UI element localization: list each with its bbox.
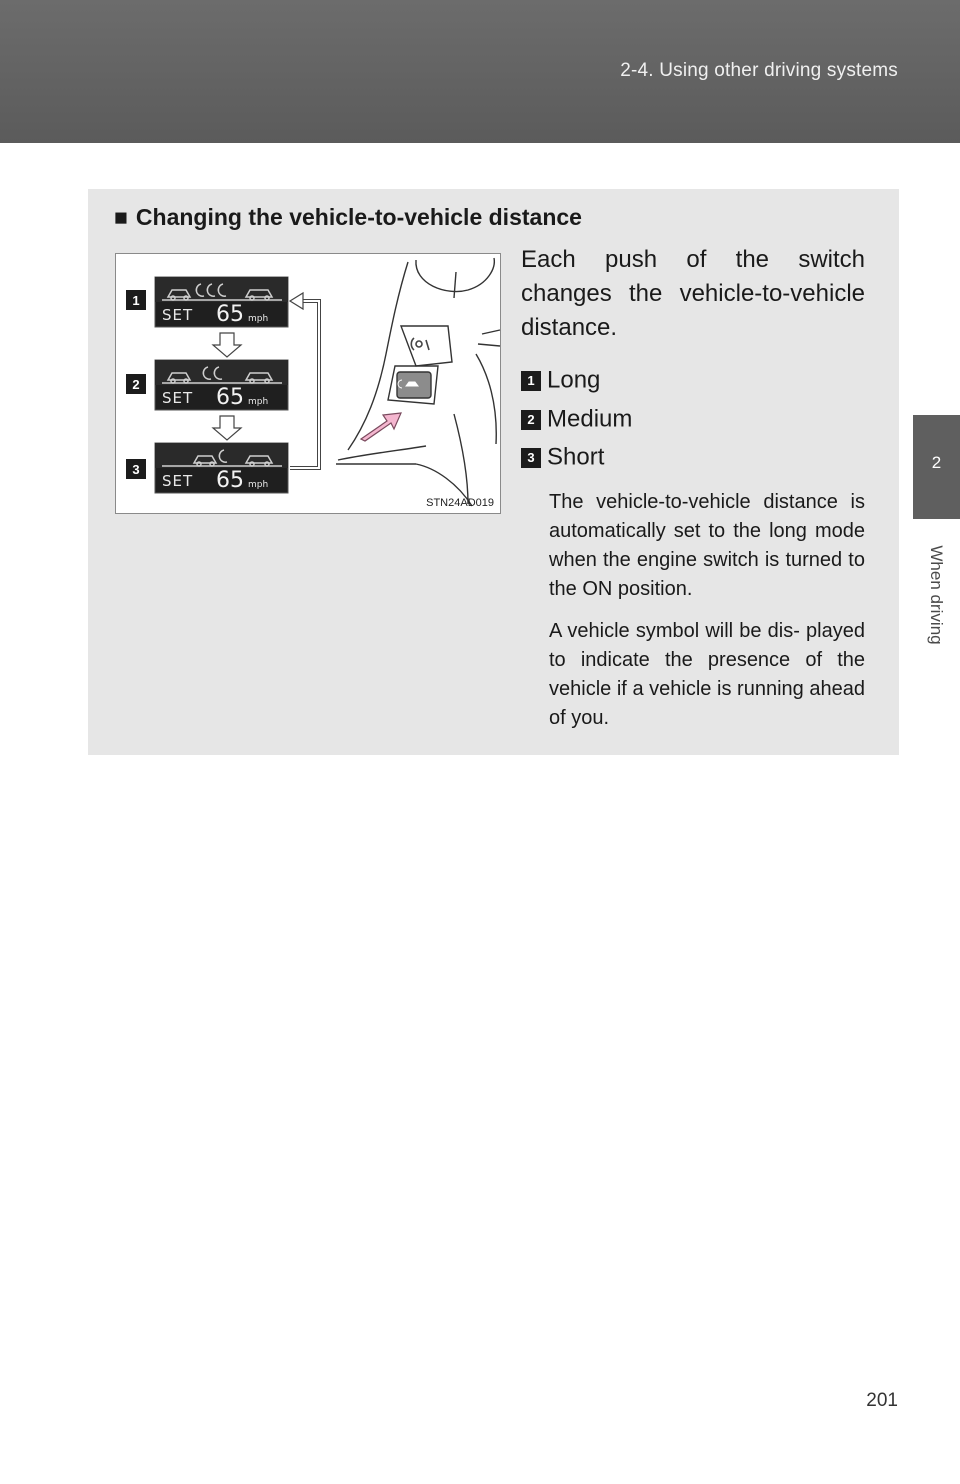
display-long xyxy=(155,277,288,327)
step-badge-3: 3 xyxy=(521,448,541,468)
display-long-unit: mph xyxy=(248,314,269,324)
display-short-unit: mph xyxy=(248,480,269,490)
return-loop-arrow xyxy=(290,301,319,468)
chapter-number: 2 xyxy=(931,453,942,472)
note-default-mode: The vehicle-to-vehicle distance is automatically set to the long mode when the engine switch is turned to the ON position. xyxy=(549,491,865,600)
display-short-speed: 65 xyxy=(216,468,244,493)
cruise-control-icon xyxy=(411,338,429,350)
distance-switch-figure xyxy=(115,253,501,514)
figure-illustration xyxy=(116,254,502,515)
step-label: Long xyxy=(547,366,601,394)
left-arrow-icon xyxy=(290,293,303,309)
panel-heading xyxy=(114,204,582,231)
header-band xyxy=(0,0,960,143)
display-medium xyxy=(155,360,288,410)
figure-badge-1 xyxy=(126,290,146,310)
step-badge-2: 2 xyxy=(521,410,541,430)
figure-badge-3-number: 3 xyxy=(132,462,140,477)
heading-marker: ■ xyxy=(114,204,128,230)
figure-badge-3 xyxy=(126,459,146,479)
step-label: Medium xyxy=(547,405,633,433)
figure-badge-2-number: 2 xyxy=(132,377,140,392)
figure-badge-1-number: 1 xyxy=(132,293,140,308)
section-title: 2-4. Using other driving systems xyxy=(620,60,898,81)
display-long-set: SET xyxy=(162,306,194,324)
step-long xyxy=(521,366,600,392)
chapter-label: When driving xyxy=(927,545,946,645)
down-arrow-icon xyxy=(213,333,241,357)
display-short xyxy=(155,443,288,493)
step-label: Short xyxy=(547,443,605,471)
display-medium-unit: mph xyxy=(248,397,269,407)
display-medium-speed: 65 xyxy=(216,385,244,410)
figure-badge-2 xyxy=(126,374,146,394)
step-short xyxy=(521,443,604,469)
heading-text: Changing the vehicle-to-vehicle distance xyxy=(135,204,582,230)
step-medium xyxy=(521,405,632,431)
page-number: 201 xyxy=(866,1390,898,1411)
note-vehicle-symbol: A vehicle symbol will be dis- played to indicate the presence of the vehicle if a vehicle is running ahead of you. xyxy=(549,620,865,729)
chapter-tab xyxy=(913,415,960,519)
figure-code: STN24AD019 xyxy=(426,497,494,509)
step-badge-1: 1 xyxy=(521,371,541,391)
down-arrow-icon xyxy=(213,416,241,440)
display-short-set: SET xyxy=(162,472,194,490)
intro-text: Each push of the switch changes the vehicle-to-vehicle distance. xyxy=(521,246,865,341)
display-long-speed: 65 xyxy=(216,302,244,327)
display-medium-set: SET xyxy=(162,389,194,407)
